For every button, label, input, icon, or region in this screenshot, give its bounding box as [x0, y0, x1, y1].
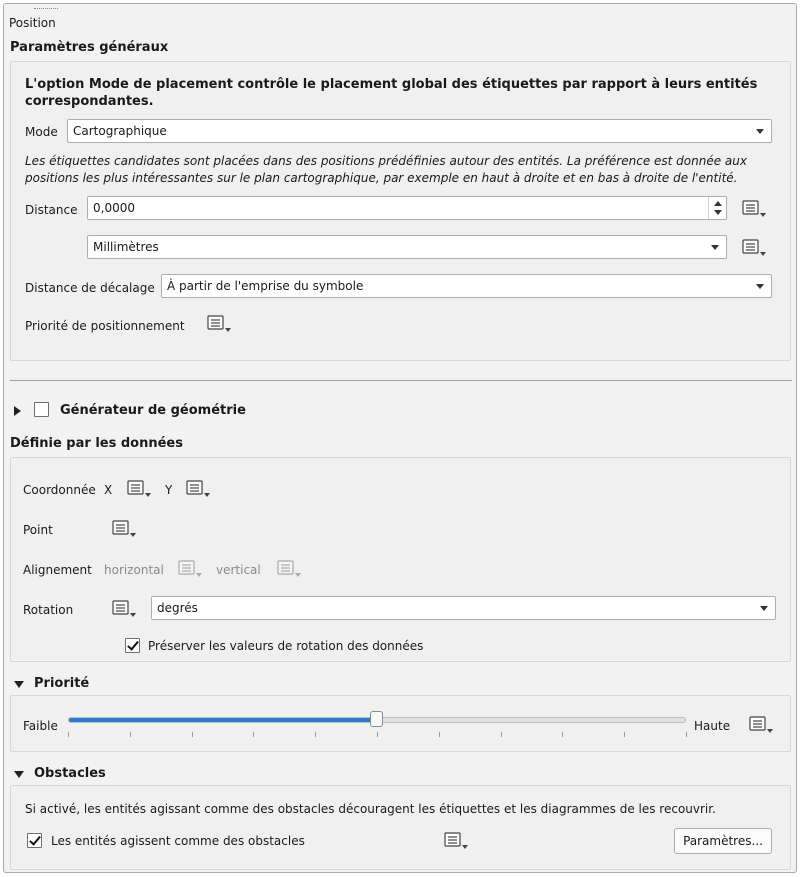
spin-down-icon[interactable]: [714, 210, 722, 215]
data-defined-override-icon: [274, 557, 304, 581]
priority-high-label: Haute: [694, 719, 731, 733]
data-defined-override-icon[interactable]: [109, 517, 139, 541]
priority-slider-handle[interactable]: [370, 711, 383, 727]
slider-tick: [624, 732, 625, 737]
data-defined-group: [10, 457, 791, 662]
slider-tick: [315, 732, 316, 737]
placement-intro-text: L'option Mode de placement contrôle le placement global des étiquettes par rapport à leurs entités correspondantes.: [25, 77, 758, 109]
distance-label: Distance: [25, 203, 78, 217]
distance-value: 0,0000: [93, 201, 135, 215]
offset-value: À partir de l'emprise du symbole: [167, 279, 364, 293]
slider-tick: [192, 732, 193, 737]
placement-priority-label: Priorité de positionnement: [25, 319, 185, 333]
unit-combo[interactable]: [87, 235, 727, 259]
data-defined-override-icon[interactable]: [204, 312, 234, 336]
obstacles-checkbox-label: Les entités agissent comme des obstacles: [51, 834, 305, 848]
chevron-down-icon: [756, 129, 764, 134]
drag-grip[interactable]: [34, 8, 58, 11]
data-defined-override-icon[interactable]: [739, 236, 769, 260]
mode-combo[interactable]: [67, 119, 772, 143]
coordinate-x-label: X: [104, 483, 113, 497]
unit-value: Millimètres: [93, 240, 159, 254]
mode-value: Cartographique: [73, 124, 167, 138]
rotation-unit-value: degrés: [157, 601, 198, 615]
distance-spinbox[interactable]: [87, 196, 727, 220]
obstacles-checkbox[interactable]: [27, 833, 42, 848]
collapse-arrow-icon[interactable]: [14, 681, 24, 688]
rotation-unit-combo[interactable]: [151, 596, 776, 620]
point-label: Point: [23, 523, 53, 537]
obstacles-title: Obstacles: [34, 766, 106, 781]
alignment-label: Alignement: [23, 563, 92, 577]
placement-panel: [3, 3, 797, 873]
spin-buttons[interactable]: [708, 197, 726, 219]
slider-tick: [253, 732, 254, 737]
slider-tick: [439, 732, 440, 737]
geometry-generator-label: Générateur de géométrie: [60, 403, 246, 418]
priority-group: [10, 695, 791, 752]
slider-tick: [501, 732, 502, 737]
coordinate-label: Coordonnée: [23, 483, 96, 497]
data-defined-title: Définie par les données: [10, 436, 183, 451]
slider-tick: [377, 732, 378, 737]
general-settings-group: [10, 61, 791, 361]
data-defined-override-icon[interactable]: [441, 829, 471, 853]
section-divider: [10, 380, 792, 381]
alignment-vertical-label: vertical: [216, 563, 261, 577]
offset-label: Distance de décalage: [25, 281, 155, 295]
preserve-rotation-checkbox[interactable]: [125, 638, 140, 653]
data-defined-override-icon[interactable]: [739, 197, 769, 221]
obstacle-settings-button[interactable]: Paramètres...: [674, 828, 772, 854]
offset-combo[interactable]: [161, 274, 772, 298]
chevron-down-icon: [760, 606, 768, 611]
rotation-label: Rotation: [23, 603, 74, 617]
data-defined-override-icon[interactable]: [746, 713, 776, 737]
coordinate-y-label: Y: [165, 483, 173, 497]
slider-tick: [562, 732, 563, 737]
chevron-down-icon: [756, 284, 764, 289]
obstacles-description: Si activé, les entités agissant comme des obstacles découragent les étiquettes et les diagrammes de les recouvrir.: [25, 802, 716, 816]
expand-arrow-icon[interactable]: [14, 406, 21, 416]
geometry-generator-checkbox[interactable]: [34, 402, 49, 417]
mode-label: Mode: [25, 125, 58, 139]
data-defined-override-icon: [175, 557, 205, 581]
mode-description: Les étiquettes candidates sont placées dans des positions prédéfinies autour des entités. La préférence est donnée aux positions les plus intéressantes sur le plan cartographique, par exemple en haut à droite et en bas à droite de l'entité.: [25, 154, 747, 185]
data-defined-override-icon[interactable]: [183, 477, 213, 501]
slider-tick: [68, 732, 69, 737]
slider-tick: [686, 732, 687, 737]
panel-title: Position: [9, 16, 56, 30]
slider-tick: [130, 732, 131, 737]
obstacles-group: [10, 785, 791, 870]
priority-title: Priorité: [34, 676, 90, 691]
preserve-rotation-label: Préserver les valeurs de rotation des données: [148, 639, 424, 653]
alignment-horizontal-label: horizontal: [104, 563, 164, 577]
spin-up-icon[interactable]: [714, 201, 722, 206]
priority-low-label: Faible: [23, 719, 58, 733]
priority-slider-fill: [69, 718, 377, 722]
chevron-down-icon: [711, 245, 719, 250]
collapse-arrow-icon[interactable]: [14, 771, 24, 778]
general-settings-title: Paramètres généraux: [10, 40, 169, 55]
data-defined-override-icon[interactable]: [124, 477, 154, 501]
data-defined-override-icon[interactable]: [109, 597, 139, 621]
